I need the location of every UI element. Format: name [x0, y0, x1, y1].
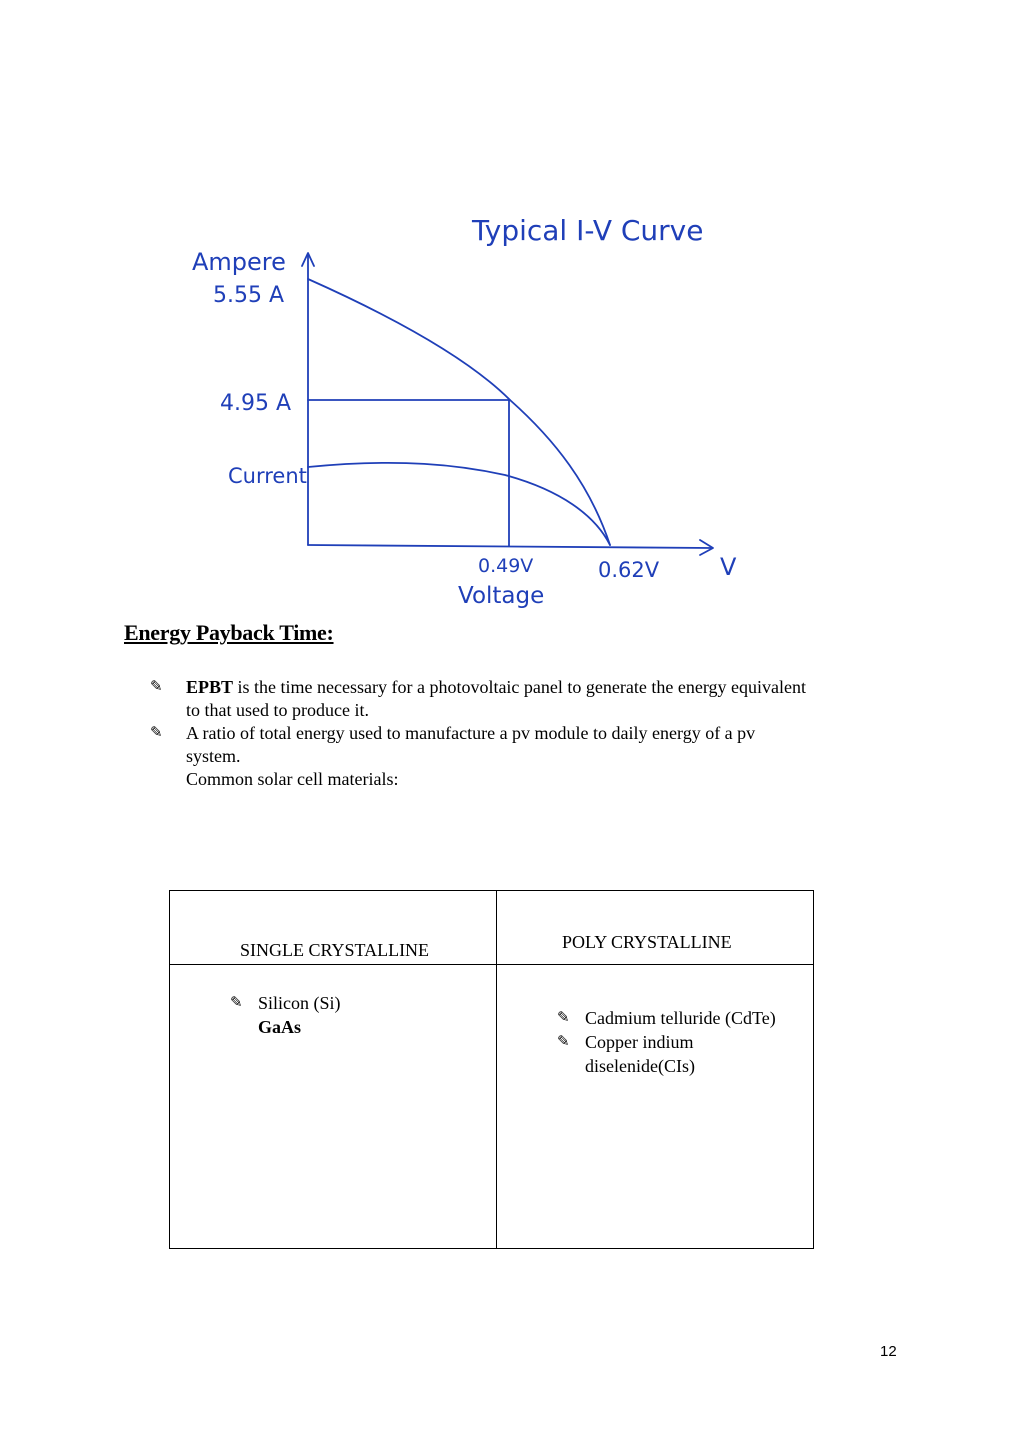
- imp-label: 4.95 A: [220, 391, 292, 416]
- pencil-icon: ✎: [557, 1034, 570, 1050]
- x-axis-line: [308, 545, 712, 548]
- bullet-epbt: [150, 676, 910, 722]
- pencil-icon: ✎: [150, 679, 163, 695]
- section-heading: Energy Payback Time:: [124, 620, 334, 645]
- power-curve: [308, 463, 610, 545]
- pencil-icon: ✎: [150, 725, 163, 741]
- bullet-list: [150, 676, 910, 791]
- x-unit-label: V: [720, 553, 737, 581]
- ratio-text: A ratio of total energy used to manufacture a pv module to daily energy of a pv: [186, 723, 756, 743]
- materials-table: [169, 890, 814, 1249]
- poly-crystalline-list: [557, 1006, 776, 1078]
- epbt-term: EPBT: [186, 677, 234, 697]
- vmp-label: 0.49V: [478, 555, 534, 577]
- epbt-definition: is the time necessary for a photovoltaic panel to generate the energy equivalent: [233, 677, 806, 697]
- table-divider: [496, 891, 497, 1248]
- list-item: diselenide(CIs): [585, 1056, 695, 1076]
- voc-label: 0.62V: [598, 558, 660, 582]
- current-label: Current: [228, 464, 307, 488]
- epbt-definition-cont: to that used to produce it.: [186, 700, 369, 720]
- col-header-poly: POLY CRYSTALLINE: [562, 932, 732, 952]
- list-item: ✎ Copper indium: [557, 1032, 694, 1052]
- list-item: ✎ Silicon (Si): [230, 993, 341, 1013]
- diagram-title: Typical I-V Curve: [472, 214, 704, 247]
- list-item: GaAs: [258, 1017, 302, 1037]
- page-number: 12: [880, 1343, 897, 1360]
- y-unit-label: Ampere: [192, 248, 286, 276]
- list-item: ✎ Cadmium telluride (CdTe): [557, 1008, 776, 1028]
- pencil-icon: ✎: [557, 1010, 570, 1026]
- col-header-single: SINGLE CRYSTALLINE: [240, 940, 430, 960]
- bullet-ratio: [150, 722, 910, 768]
- isc-label: 5.55 A: [213, 283, 285, 308]
- iv-curve-diagram: [0, 0, 1024, 620]
- single-crystalline-list: [230, 991, 341, 1039]
- ratio-text-cont: system.: [186, 746, 241, 766]
- pencil-icon: ✎: [230, 995, 243, 1011]
- iv-curve: [308, 279, 610, 545]
- table-header-rule: [170, 964, 813, 965]
- materials-intro: Common solar cell materials:: [186, 769, 399, 789]
- x-axis-title: Voltage: [458, 583, 545, 609]
